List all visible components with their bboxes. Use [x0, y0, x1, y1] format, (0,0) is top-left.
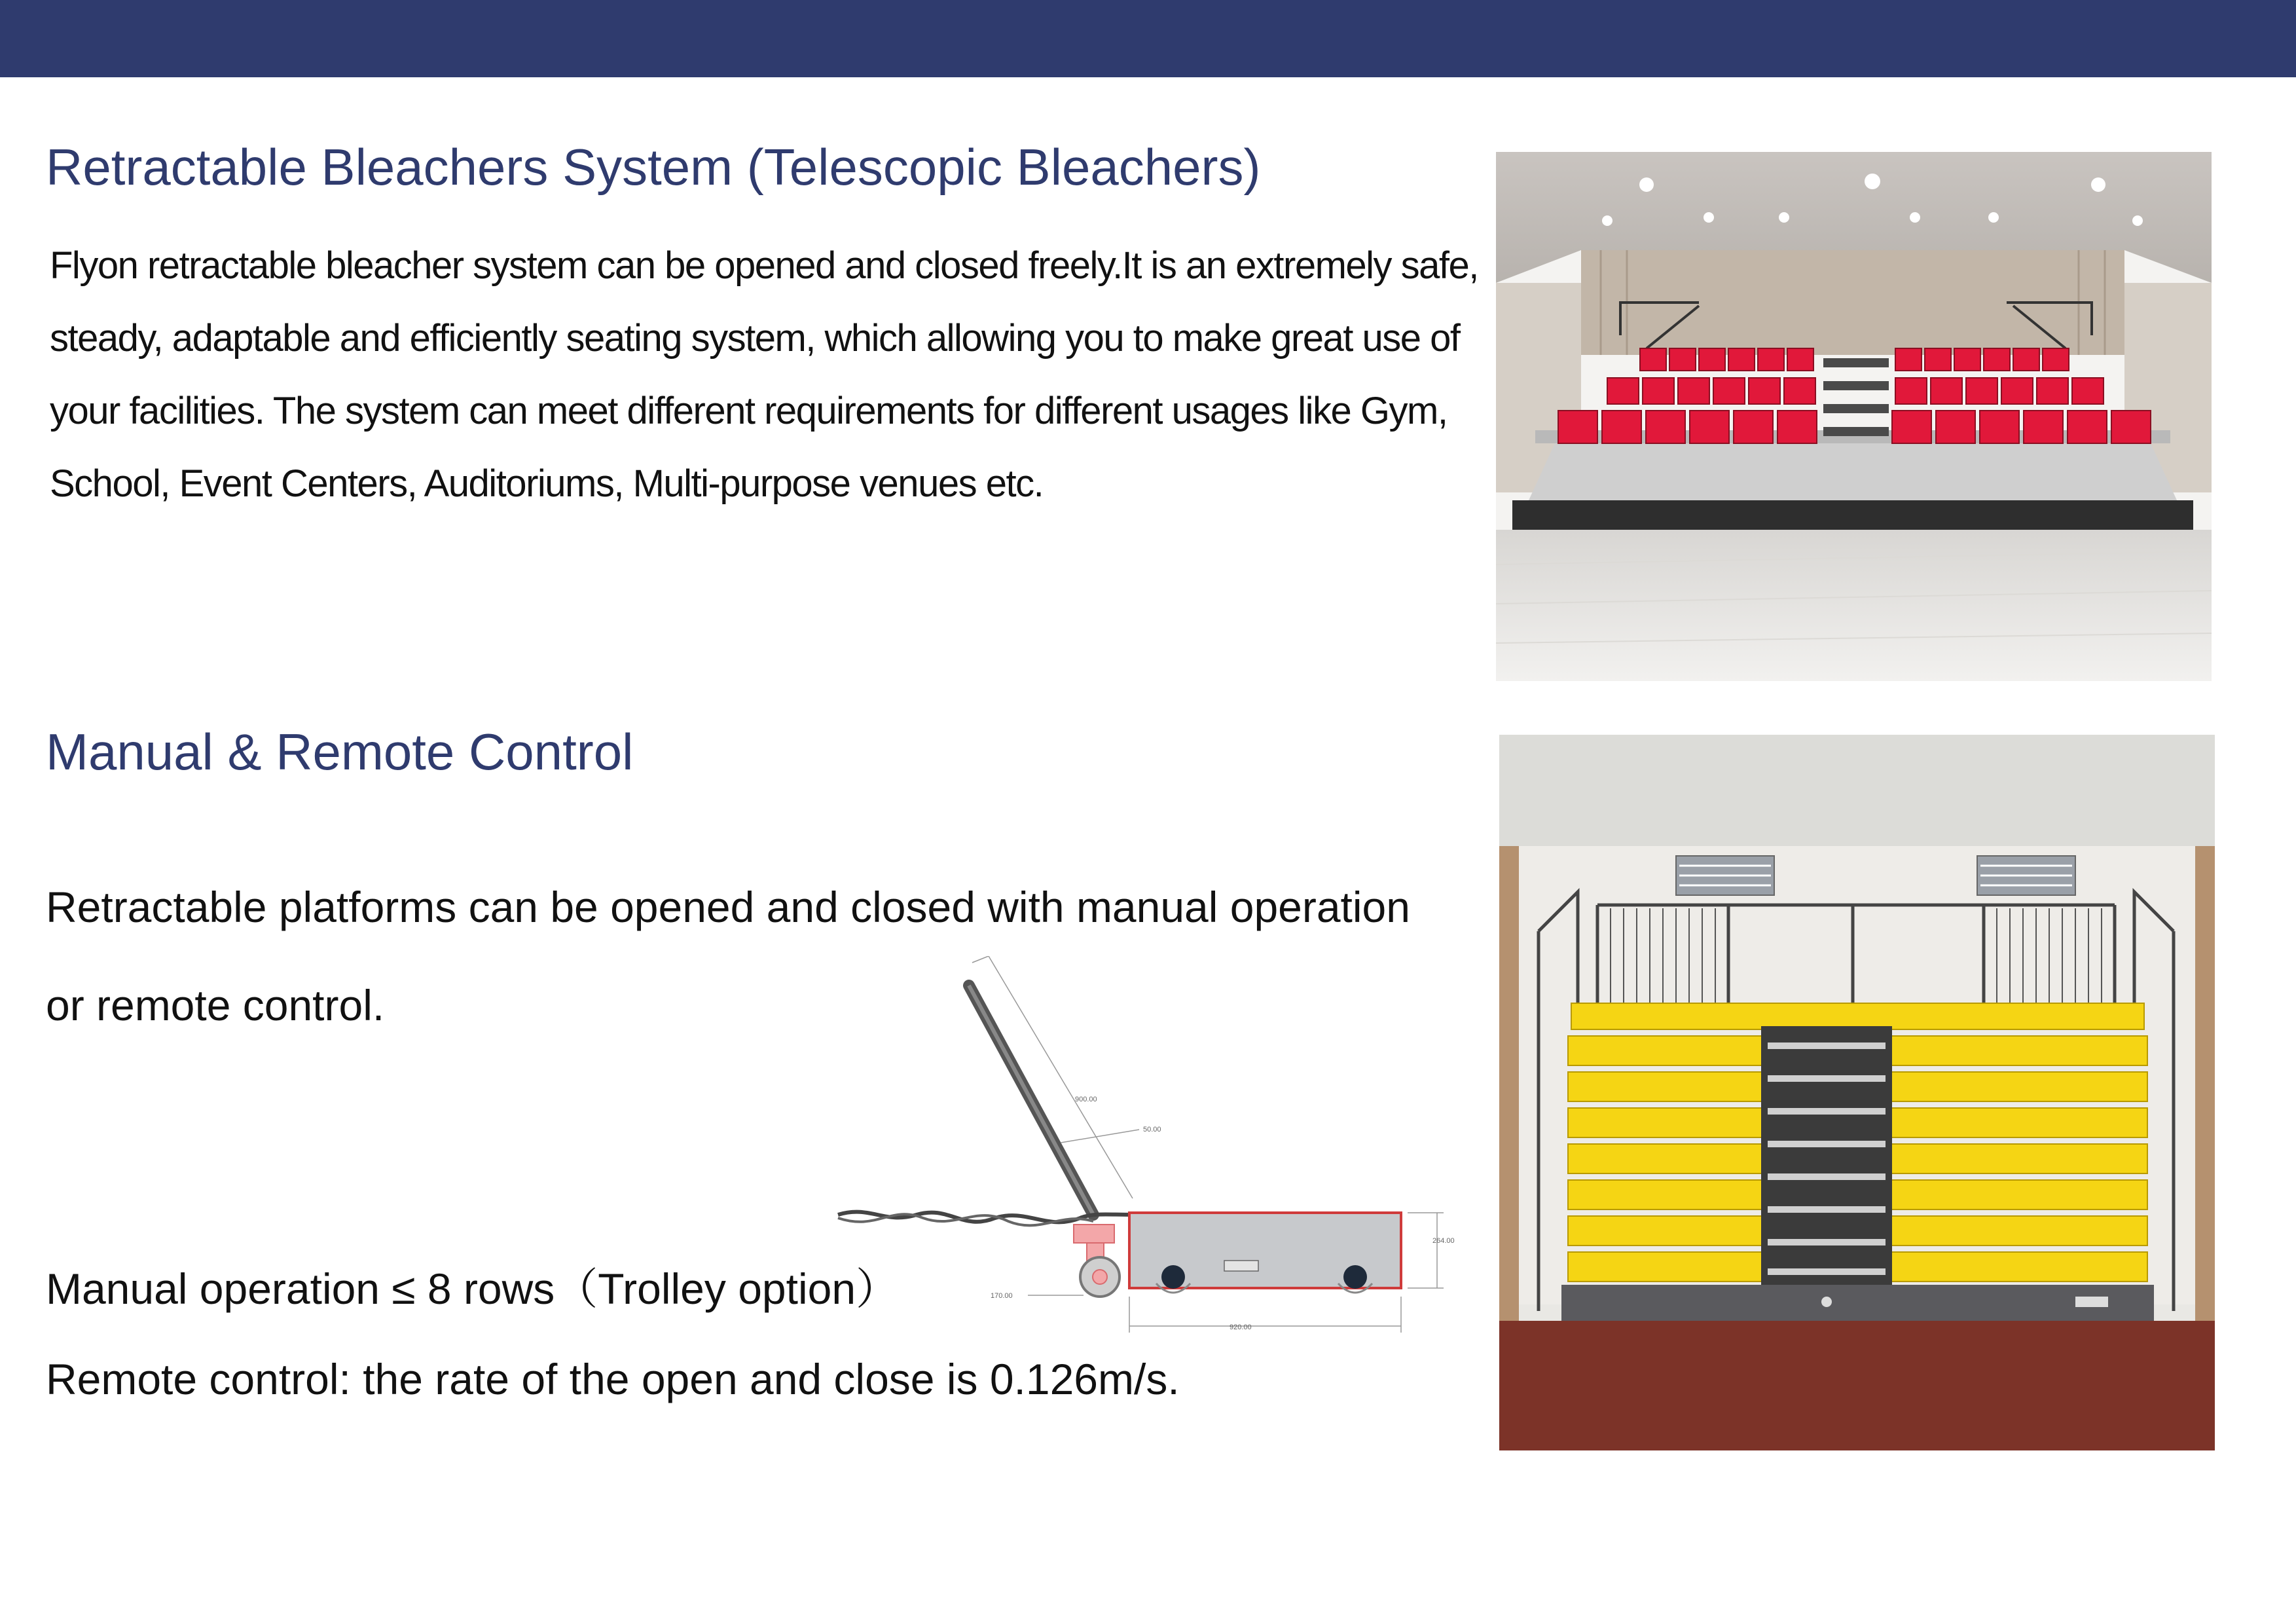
description-line: School, Event Centers, Auditoriums, Multi-purpose venues etc. [50, 462, 1044, 505]
description-line: Flyon retractable bleacher system can be opened and closed freely.It is an extremely safe, [50, 244, 1478, 287]
section-title-control: Manual & Remote Control [46, 723, 634, 781]
remote-control-text: Remote control: the rate of the open and close is 0.126m/s. [46, 1355, 1180, 1403]
dim-length-label: 920.00 [1230, 1323, 1252, 1331]
trolley-drawing [831, 956, 1467, 1336]
control-line: Retractable platforms can be opened and closed with manual operation [46, 883, 1410, 931]
dim-handle-label: 900.00 [1075, 1096, 1097, 1103]
description-line: your facilities. The system can meet different requirements for different usages like Gym, [50, 390, 1448, 432]
bleachers-description [50, 229, 1477, 520]
control-line: or remote control. [46, 981, 385, 1029]
dim-wheel-label: 170.00 [991, 1292, 1013, 1300]
bleachers-hall-photo [1496, 152, 2212, 681]
manual-operation-text: Manual operation ≤ 8 rows（Trolley option） [46, 1264, 900, 1313]
dim-height-label: 264.00 [1432, 1237, 1455, 1245]
description-line: steady, adaptable and efficiently seating system, which allowing you to make great use of [50, 317, 1460, 360]
section-title-bleachers: Retractable Bleachers System (Telescopic Bleachers) [46, 138, 1261, 196]
bleachers-closed-photo [1499, 735, 2215, 1450]
top-banner [0, 0, 2296, 77]
dim-grip-label: 50.00 [1143, 1126, 1161, 1134]
